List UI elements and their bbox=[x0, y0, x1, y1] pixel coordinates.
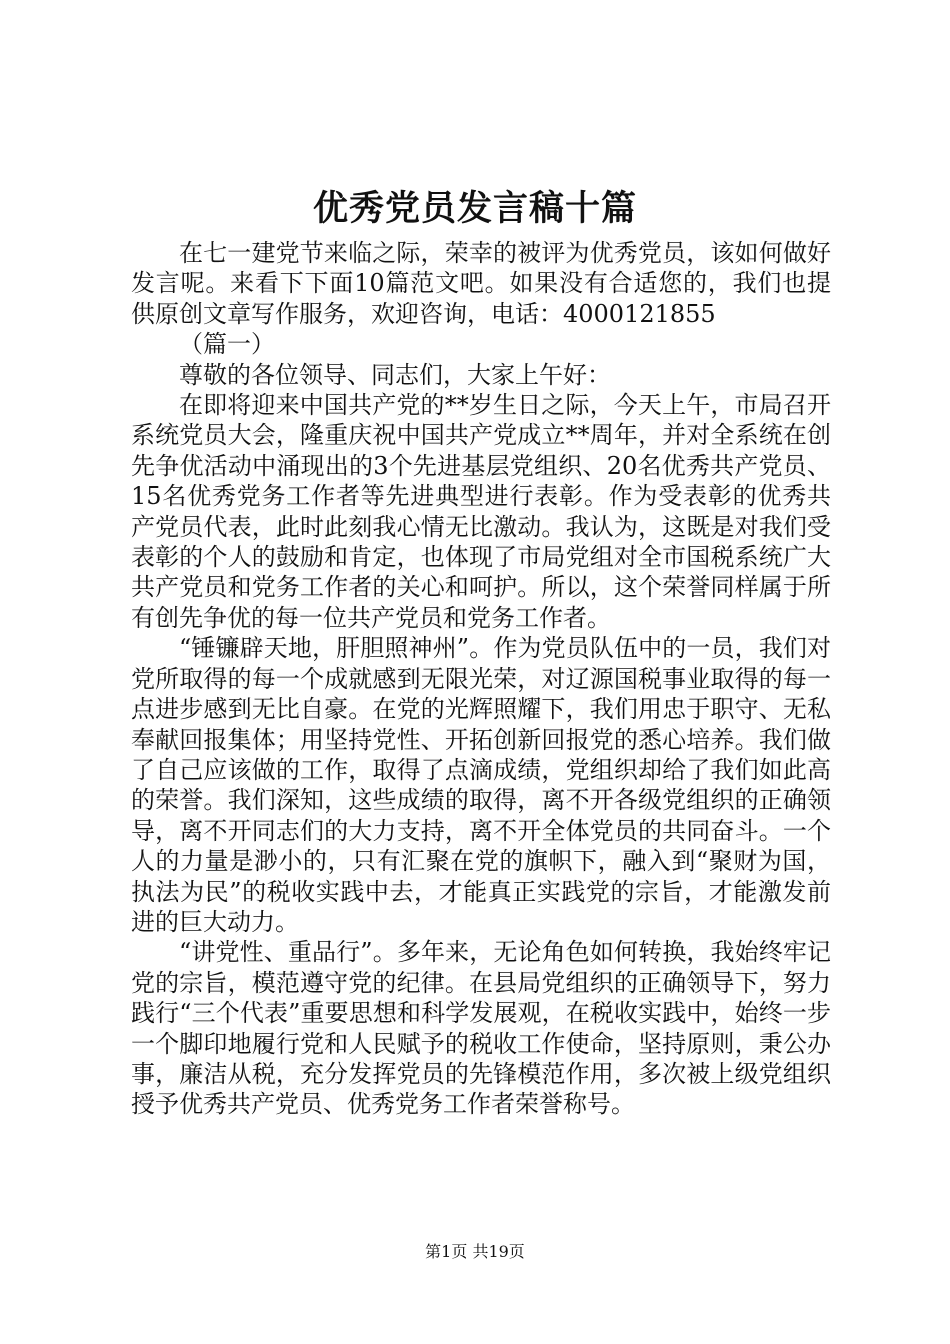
document-body bbox=[131, 238, 831, 1120]
body-paragraph: “讲党性、重品行”。多年来，无论角色如何转换，我始终牢记党的宗旨，模范遵守党的纪律。在县局党组织的正确领导下，努力践行“三个代表”重要思想和科学发展观，在税收实践中，始终一步一个脚印地履行党和人民赋予的税收工作使命，坚持原则，秉公办事，廉洁从税，充分发挥党员的先锋模范作用，多次被上级党组织授予优秀共产党员、优秀党务工作者荣誉称号。 bbox=[131, 938, 831, 1119]
document-title: 优秀党员发言稿十篇 bbox=[312, 188, 637, 229]
page-number-footer: 第1页 共19页 bbox=[425, 1242, 525, 1261]
body-paragraph: “锤镰辟天地，肝胆照神州”。作为党员队伍中的一员，我们对党所取得的每一个成就感到无限光荣，对辽源国税事业取得的每一点进步感到无比自豪。在党的光辉照耀下，我们用忠于职守、无私奉献回报集体；用坚持党性、开拓创新回报党的悉心培养。我们做了自己应该做的工作，取得了点滴成绩，党组织却给了我们如此高的荣誉。我们深知，这些成绩的取得，离不开各级党组织的正确领导，离不开同志们的大力支持，离不开全体党员的共同奋斗。一个人的力量是渺小的，只有汇聚在党的旗帜下，融入到“聚财为国，执法为民”的税收实践中去，才能真正实践党的宗旨，才能激发前进的巨大动力。 bbox=[131, 634, 831, 936]
salutation-paragraph: 尊敬的各位领导、同志们，大家上午好： bbox=[179, 360, 611, 389]
section-heading: （篇一） bbox=[179, 330, 275, 359]
intro-paragraph: 在七一建党节来临之际，荣幸的被评为优秀党员，该如何做好发言呢。来看下下面10篇范文吧。如果没有合适您的，我们也提供原创文章写作服务，欢迎咨询，电话：4000121855 bbox=[131, 239, 831, 328]
body-paragraph: 在即将迎来中国共产党的**岁生日之际，今天上午，市局召开系统党员大会，隆重庆祝中国共产党成立**周年，并对全系统在创先争优活动中涌现出的3个先进基层党组织、20名优秀共产党员、15名优秀党务工作者等先进典型进行表彰。作为受表彰的优秀共产党员代表，此时此刻我心情无比激动。我认为，这既是对我们受表彰的个人的鼓励和肯定，也体现了市局党组对全市国税系统广大共产党员和党务工作者的关心和呵护。所以，这个荣誉同样属于所有创先争优的每一位共产党员和党务工作者。 bbox=[131, 391, 831, 632]
